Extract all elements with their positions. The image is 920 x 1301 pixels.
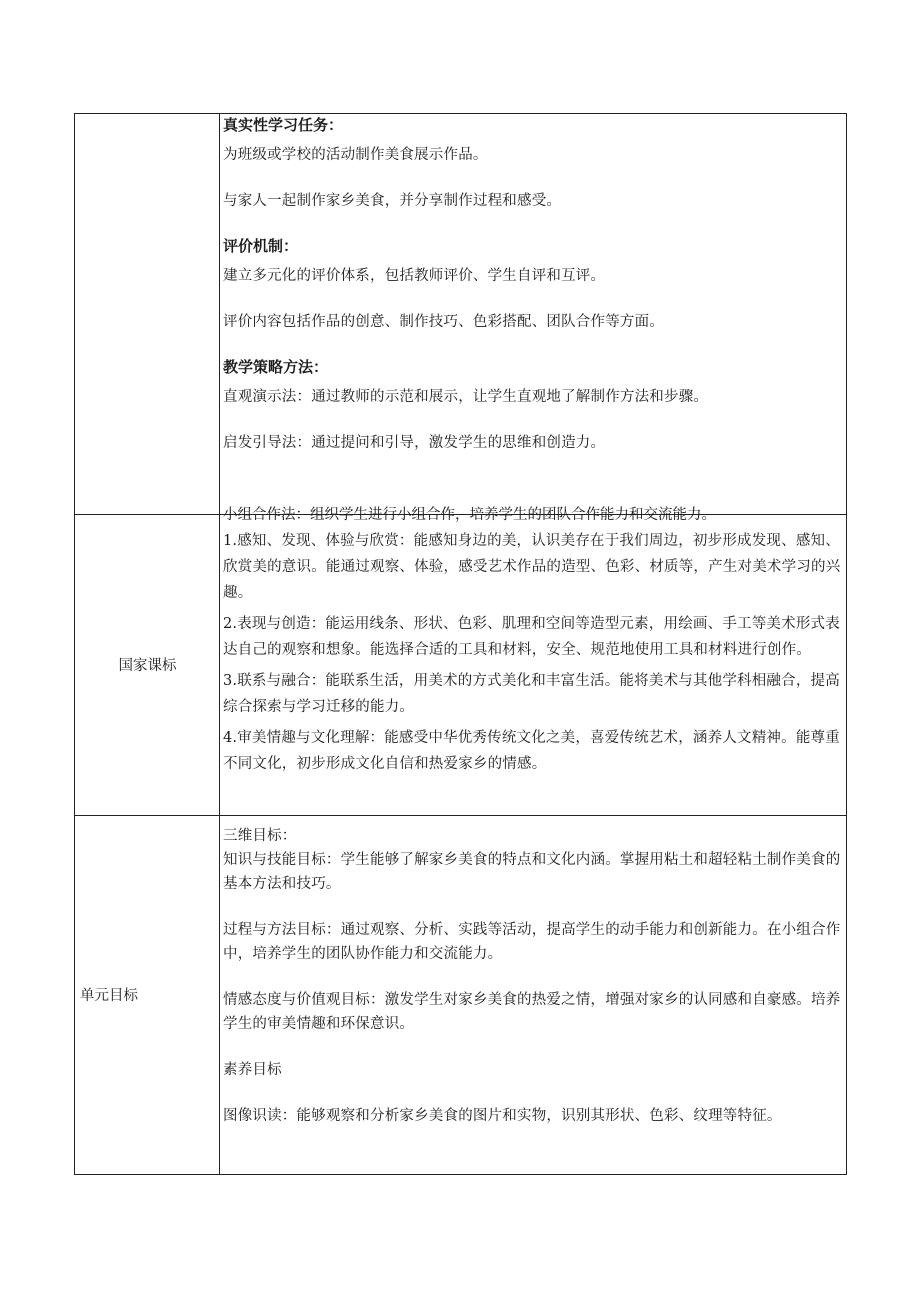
paragraph: 2.表现与创造：能运用线条、形状、色彩、肌理和空间等造型元素，用绘画、手工等美术形式表达自己的观察和想象。能选择合适的工具和材料，安全、规范地使用工具和材料进行创作。 <box>223 616 840 658</box>
paragraph: 与家人一起制作家乡美食，并分享制作过程和感受。 <box>223 193 562 209</box>
paragraph: 情感态度与价值观目标：激发学生对家乡美食的热爱之情，增强对家乡的认同感和自豪感。培养学生的审美情趣和环保意识。 <box>223 992 841 1032</box>
row-label-cell <box>75 816 220 1175</box>
paragraph: 3.联系与融合：能联系生活，用美术的方式美化和丰富生活。能将美术与其他学科相融合，提高综合探索与学习迁移的能力。 <box>223 673 840 715</box>
paragraph: 图像识读：能够观察和分析家乡美食的图片和实物，识别其形状、色彩、纹理等特征。 <box>223 1108 782 1124</box>
paragraph: 启发引导法：通过提问和引导，激发学生的思维和创造力。 <box>223 435 606 451</box>
paragraph: 建立多元化的评价体系，包括教师评价、学生自评和互评。 <box>223 268 606 284</box>
row-content-cell <box>220 515 847 816</box>
row-label-cell <box>75 515 220 816</box>
subsection-heading: 素养目标 <box>223 1062 282 1078</box>
table-row <box>75 114 847 515</box>
clipped-paragraph: 小组合作法：组织学生进行小组合作，培养学生的团队合作能力和交流能力。 <box>223 507 716 523</box>
row-content-cell <box>220 816 847 1175</box>
paragraph: 1.感知、发现、体验与欣赏：能感知身边的美，认识美存在于我们周边，初步形成发现、感知、欣赏美的意识。能通过观察、体验，感受艺术作品的造型、色彩、材质等，产生对美术学习的兴趣。 <box>223 533 841 601</box>
task-evaluation-strategy-content <box>220 114 846 523</box>
row-label-cell <box>75 114 220 515</box>
paragraph: 评价内容包括作品的创意、制作技巧、色彩搭配、团队合作等方面。 <box>223 314 664 330</box>
section-heading: 真实性学习任务： <box>223 116 344 134</box>
row-label <box>78 114 217 513</box>
section-heading: 教学策略方法： <box>223 358 329 376</box>
paragraph: 知识与技能目标：学生能够了解家乡美食的特点和文化内涵。掌握用粘土和超轻粘土制作美食的基本方法和技巧。 <box>223 852 841 892</box>
row-label: 国家课标 <box>118 658 177 674</box>
table-row <box>75 515 847 816</box>
paragraph: 直观演示法：通过教师的示范和展示，让学生直观地了解制作方法和步骤。 <box>223 389 709 405</box>
national-curriculum-content <box>220 515 846 814</box>
paragraph: 4.审美情趣与文化理解：能感受中华优秀传统文化之美，喜爱传统艺术，涵养人文精神。能尊重不同文化，初步形成文化自信和热爱家乡的情感。 <box>223 730 840 772</box>
row-content-cell <box>220 114 847 523</box>
paragraph: 过程与方法目标：通过观察、分析、实践等活动，提高学生的动手能力和创新能力。在小组合作中，培养学生的团队协作能力和交流能力。 <box>223 922 841 962</box>
table-row <box>75 816 847 1175</box>
unit-goals-content <box>220 816 846 1173</box>
lesson-plan-table <box>74 113 847 1175</box>
section-heading: 评价机制： <box>223 237 299 255</box>
row-label: 单元目标 <box>80 988 138 1004</box>
paragraph: 三维目标： <box>223 828 297 844</box>
paragraph: 为班级或学校的活动制作美食展示作品。 <box>223 147 488 163</box>
